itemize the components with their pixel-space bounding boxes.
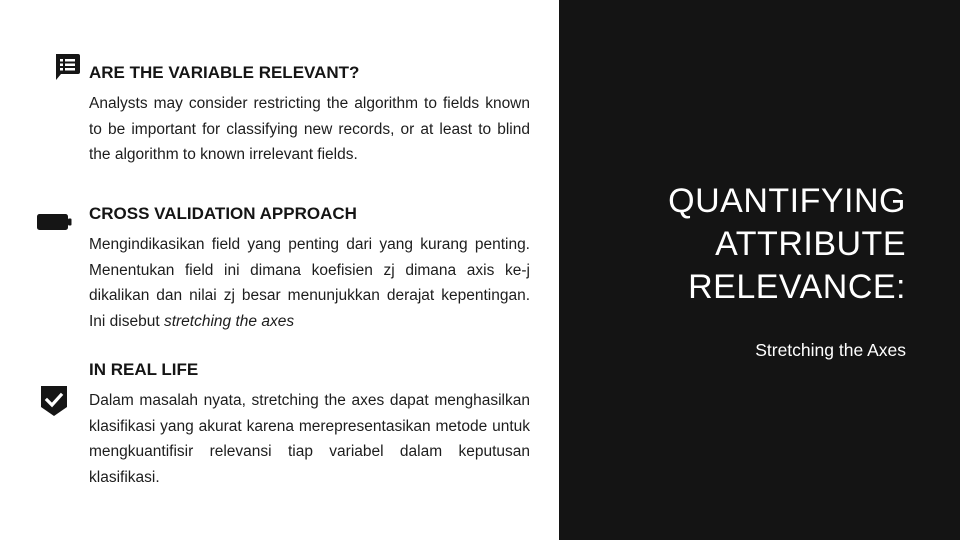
title-panel [559,0,960,540]
section-body-real-life: Dalam masalah nyata, stretching the axes dapat menghasilkan klasifikasi yang akurat karena merepresentasikan metode untuk mengkuantifisir relevansi tiap variabel dalam keputusan klasifikasi. [89,392,530,486]
battery-full-icon [37,212,73,232]
chat-bubble-list-icon [53,53,81,81]
slide-title-line-2: ATTRIBUTE [715,225,906,263]
slide-title-line-3: RELEVANCE: [688,268,906,306]
slide-subtitle: Stretching the Axes [755,340,906,360]
section-body-cross-validation-text: Mengindikasikan field yang penting dari yang kurang penting. Menentukan field ini dimana koefisien zj dimana axis ke-j dikalikan dan nilai zj besar menunjukkan derajat kepentingan. Ini disebut [89,236,530,330]
section-heading-relevance: ARE THE VARIABLE RELEVANT? [89,63,360,82]
section-heading-real-life: IN REAL LIFE [89,360,199,379]
slide-title [668,180,906,309]
section-body-cross-validation-italic: stretching the axes [163,312,295,330]
section-body-cross-validation [89,232,530,334]
section-heading-cross-validation: CROSS VALIDATION APPROACH [89,204,357,223]
shield-check-icon [40,385,68,417]
slide-title-line-1: QUANTIFYING [668,182,906,220]
section-body-relevance: Analysts may consider restricting the algorithm to fields known to be important for classifying new records, or at least to blind the algorithm to known irrelevant fields. [89,95,530,163]
